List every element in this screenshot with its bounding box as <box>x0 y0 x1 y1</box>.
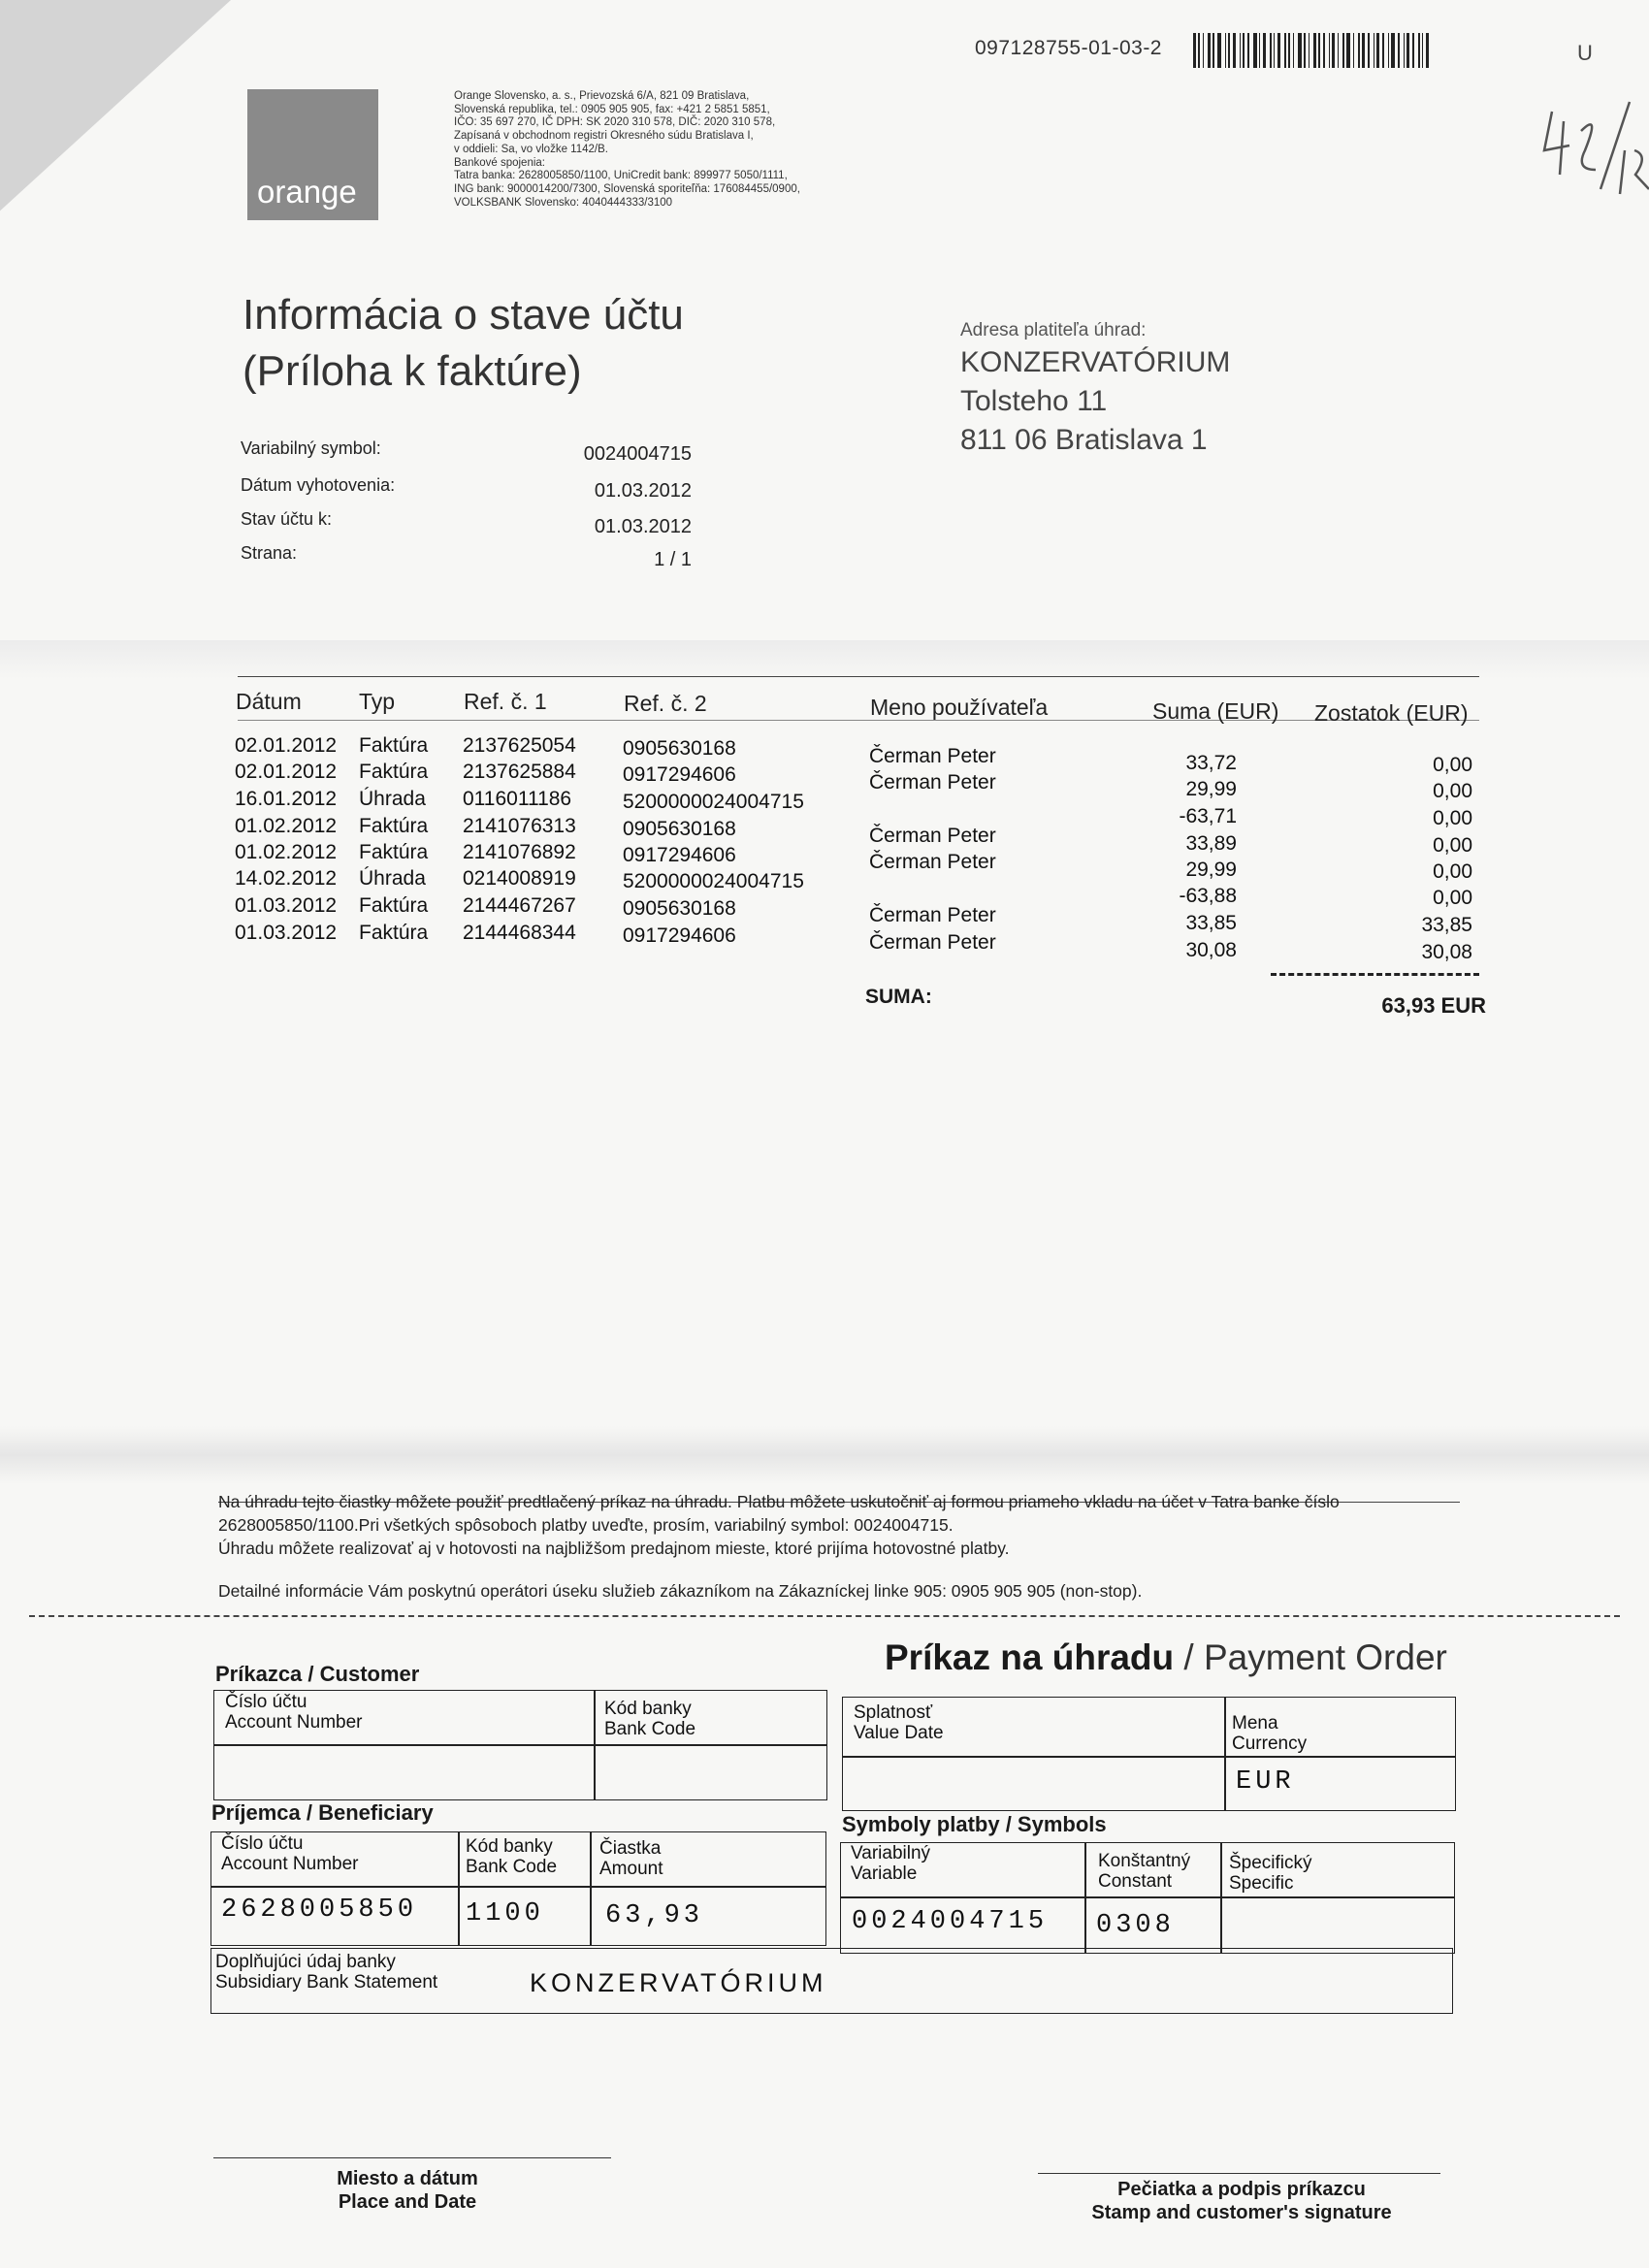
cell-date: 01.02.2012 <box>235 841 338 863</box>
cell-balance: 0,00 <box>1433 834 1472 857</box>
signature-label: Pečiatka a podpis príkazcu Stamp and customer's signature <box>1091 2179 1392 2223</box>
cell-ref1: 2141076313 <box>463 815 576 837</box>
col-user-header: Meno používateľa <box>870 695 1049 720</box>
barcode-bar <box>1304 33 1306 68</box>
barcode-bar <box>1225 33 1226 68</box>
col-ref2-header: Ref. č. 2 <box>624 691 707 716</box>
customer-account-label: Číslo účtu Account Number <box>225 1692 363 1733</box>
table-top-rule <box>238 676 1479 677</box>
company-info-line: VOLKSBANK Slovensko: 4040444333/3100 <box>454 196 673 209</box>
cell-date: 14.02.2012 <box>235 867 338 890</box>
barcode-bar <box>1208 33 1211 68</box>
balance-date-label: Stav účtu k: <box>241 509 333 529</box>
cell-date: 02.01.2012 <box>235 761 338 783</box>
sum-label: SUMA: <box>865 986 932 1008</box>
divider <box>1224 1697 1226 1811</box>
sum-value: 63,93 EUR <box>1381 993 1486 1018</box>
payment-order-title-sep: / <box>1174 1637 1204 1677</box>
barcode-bar <box>1313 33 1316 68</box>
col-ref1-header: Ref. č. 1 <box>464 689 547 714</box>
barcode-bar <box>1284 33 1286 68</box>
value-date-field[interactable] <box>844 1758 1222 1809</box>
barcode-bar <box>1240 33 1241 68</box>
currency-label: Mena Currency <box>1232 1713 1308 1754</box>
barcode-bar <box>1368 33 1370 68</box>
cell-ref1: 0214008919 <box>463 867 576 890</box>
value-date-label: Splatnosť Value Date <box>854 1702 944 1743</box>
barcode-bar <box>1253 33 1257 68</box>
cell-user: Čerman Peter <box>869 745 996 767</box>
company-info-line: IČO: 35 697 270, IČ DPH: SK 2020 310 578, DIČ: 2020 310 578, <box>454 116 776 129</box>
note-line: Detailné informácie Vám poskytnú operátori úseku služieb zákazníkom na Zákazníckej linke 905: 0905 905 905 (non-stop). <box>218 1581 1143 1601</box>
beneficiary-bank-code-value: 1100 <box>466 1899 544 1928</box>
cell-date: 01.03.2012 <box>235 922 338 944</box>
constant-symbol-label: Konštantný Constant <box>1098 1851 1191 1892</box>
cell-ref2: 5200000024004715 <box>623 870 804 892</box>
cell-type: Úhrada <box>359 788 426 810</box>
divider <box>590 1831 592 1946</box>
beneficiary-account-value: 2628005850 <box>221 1895 418 1925</box>
barcode-bar <box>1388 33 1389 68</box>
cell-balance: 0,00 <box>1433 807 1472 829</box>
cell-balance: 0,00 <box>1433 780 1472 802</box>
barcode-bar <box>1329 33 1330 68</box>
variable-symbol-label: Variabilný symbol: <box>241 438 381 458</box>
cell-user: Čerman Peter <box>869 851 996 873</box>
signature-line <box>1038 2173 1440 2174</box>
cell-ref2: 0905630168 <box>623 818 736 840</box>
barcode-bar <box>1247 33 1249 68</box>
beneficiary-bank-code-label: Kód banky Bank Code <box>466 1836 558 1877</box>
cell-balance: 30,08 <box>1421 941 1472 963</box>
barcode-bar <box>1217 33 1221 68</box>
currency-value: EUR <box>1236 1767 1295 1797</box>
variable-symbol-value: 0024004715 <box>583 443 692 465</box>
payment-order-title-bold: Príkaz na úhradu <box>885 1637 1175 1677</box>
barcode-bar <box>1418 33 1420 68</box>
issue-date-label: Dátum vyhotovenia: <box>241 475 396 495</box>
company-info-line: Tatra banka: 2628005850/1100, UniCredit bank: 899977 5050/1111, <box>454 170 788 182</box>
variable-symbol-field: 0024004715 <box>852 1907 1049 1936</box>
note-line: 2628005850/1100.Pri všetkých spôsoboch platby uveďte, prosím, variabilný symbol: 0024004715. <box>218 1515 954 1535</box>
barcode-bar <box>1398 33 1400 68</box>
cell-ref1: 2144467267 <box>463 894 576 917</box>
barcode-bar <box>1332 33 1335 68</box>
specific-symbol-label: Špecifický Specific <box>1229 1853 1312 1894</box>
beneficiary-heading: Príjemca / Beneficiary <box>211 1800 434 1825</box>
company-info-line: Slovenská republika, tel.: 0905 905 905, fax: +421 2 5851 5851, <box>454 103 770 115</box>
customer-heading: Príkazca / Customer <box>215 1662 420 1686</box>
cell-amount: 29,99 <box>1185 859 1237 881</box>
issue-date-value: 01.03.2012 <box>594 480 692 502</box>
subsidiary-value: KONZERVATÓRIUM <box>530 1968 827 1997</box>
logo-text: orange <box>257 174 357 210</box>
table-header-rule <box>238 720 1479 721</box>
beneficiary-account-label: Číslo účtu Account Number <box>221 1833 359 1874</box>
barcode-bar <box>1212 33 1214 68</box>
barcode-bar <box>1203 33 1204 68</box>
customer-bank-code-label: Kód banky Bank Code <box>604 1699 696 1739</box>
note-line: Na úhradu tejto čiastky môžete použiť predtlačený príkaz na úhradu. Platbu môžete uskutočniť aj formou priameho vkladu na účet v Tatra banke číslo <box>218 1492 1340 1511</box>
page-title: Informácia o stave účtu <box>242 291 684 339</box>
amount-value: 63,93 <box>605 1901 704 1930</box>
company-info-line: v oddieli: Sa, vo vložke 1142/B. <box>454 143 608 155</box>
page-value: 1 / 1 <box>654 549 692 570</box>
divider <box>458 1831 460 1946</box>
barcode-bar <box>1193 33 1196 68</box>
handwritten-note <box>1542 92 1649 199</box>
barcode-bar <box>1376 33 1379 68</box>
col-type-header: Typ <box>359 689 396 714</box>
barcode-bar <box>1358 33 1360 68</box>
cell-type: Faktúra <box>359 841 429 863</box>
cell-type: Faktúra <box>359 894 429 917</box>
payment-order-title-light: Payment Order <box>1203 1637 1447 1677</box>
cell-ref2: 0917294606 <box>623 924 736 947</box>
barcode-bar <box>1404 33 1405 68</box>
barcode-bar <box>1338 33 1339 68</box>
cell-ref1: 2137625054 <box>463 734 576 757</box>
cut-line <box>29 1615 1620 1617</box>
company-info-line: Bankové spojenia: <box>454 156 545 169</box>
barcode-bar <box>1298 33 1302 68</box>
place-date-label: Miesto a dátum Place and Date <box>337 2168 478 2213</box>
address-street: Tolsteho 11 <box>960 385 1108 417</box>
cell-type: Faktúra <box>359 761 429 783</box>
cell-user: Čerman Peter <box>869 931 996 954</box>
cell-ref2: 0917294606 <box>623 763 736 786</box>
place-date-line <box>213 2157 611 2158</box>
cell-ref2: 0917294606 <box>623 844 736 866</box>
cell-amount: 33,72 <box>1185 752 1237 774</box>
barcode-bar <box>1391 33 1395 68</box>
balance-date-value: 01.03.2012 <box>594 516 692 537</box>
company-info-line: Zapísaná v obchodnom registri Okresného súdu Bratislava I, <box>454 130 754 143</box>
cell-ref1: 2144468344 <box>463 922 576 944</box>
cell-ref1: 2137625884 <box>463 761 576 783</box>
cell-amount: 29,99 <box>1185 778 1237 800</box>
cell-date: 16.01.2012 <box>235 788 338 810</box>
col-amount-header: Suma (EUR) <box>1152 698 1279 724</box>
barcode-bar <box>1353 33 1354 68</box>
barcode-bar <box>1406 33 1409 68</box>
customer-account-field[interactable] <box>215 1746 592 1798</box>
note-line: Úhradu môžete realizovať aj v hotovosti na najbližšom predajnom mieste, ktoré prijíma hotovostné platby. <box>218 1539 1010 1558</box>
barcode-bar <box>1382 33 1384 68</box>
barcode-bar <box>1342 33 1344 68</box>
cell-balance: 33,85 <box>1421 914 1472 936</box>
company-info-line: ING bank: 9000014200/7300, Slovenská sporiteľňa: 176084455/0900, <box>454 182 800 195</box>
address-name: KONZERVATÓRIUM <box>960 346 1231 378</box>
barcode-bar <box>1318 33 1320 68</box>
corner-mark: U <box>1577 41 1593 65</box>
constant-symbol-field: 0308 <box>1096 1911 1175 1940</box>
cell-date: 01.02.2012 <box>235 815 338 837</box>
cell-date: 01.03.2012 <box>235 894 338 917</box>
barcode-bar <box>1228 33 1230 68</box>
barcode-bar <box>1233 33 1236 68</box>
barcode-bar <box>1259 33 1260 68</box>
cell-type: Faktúra <box>359 922 429 944</box>
cell-user: Čerman Peter <box>869 825 996 847</box>
divider <box>210 1886 826 1888</box>
barcode-bar <box>1277 33 1280 68</box>
cell-ref2: 5200000024004715 <box>623 791 804 813</box>
subsidiary-label: Doplňujúci údaj banky Subsidiary Bank Statement <box>215 1952 438 1993</box>
cell-ref2: 0905630168 <box>623 897 736 920</box>
cell-amount: 33,89 <box>1185 832 1237 855</box>
barcode-bar <box>1323 33 1325 68</box>
cell-balance: 0,00 <box>1433 887 1472 909</box>
barcode-bar <box>1198 33 1200 68</box>
cell-balance: 0,00 <box>1433 860 1472 883</box>
cell-type: Faktúra <box>359 734 429 757</box>
barcode-bar <box>1263 33 1266 68</box>
page-subtitle: (Príloha k faktúre) <box>242 347 582 395</box>
fold-shadow <box>0 640 1649 679</box>
barcode-bar <box>1362 33 1365 68</box>
cell-amount: 33,85 <box>1185 912 1237 934</box>
payment-order-title <box>885 1637 1447 1678</box>
cell-ref1: 0116011186 <box>463 788 572 810</box>
fold-shadow <box>0 1426 1649 1484</box>
cell-ref2: 0905630168 <box>623 737 736 760</box>
cell-user: Čerman Peter <box>869 771 996 794</box>
col-date-header: Dátum <box>236 689 302 714</box>
orange-logo <box>247 89 378 220</box>
barcode-bar <box>1422 33 1423 68</box>
variable-symbol-label: Variabilný Variable <box>851 1843 931 1884</box>
divider <box>1084 1842 1086 1954</box>
document-number: 097128755-01-03-2 <box>975 37 1162 59</box>
symbols-heading: Symboly platby / Symbols <box>842 1812 1107 1836</box>
cell-user: Čerman Peter <box>869 904 996 926</box>
barcode-bar <box>1270 33 1272 68</box>
barcode-bar <box>1412 33 1414 68</box>
cell-type: Úhrada <box>359 867 426 890</box>
col-balance-header: Zostatok (EUR) <box>1314 700 1469 726</box>
barcode-bar <box>1288 33 1290 68</box>
cell-type: Faktúra <box>359 815 429 837</box>
cell-amount: -63,71 <box>1179 805 1237 827</box>
barcode-bar <box>1243 33 1245 68</box>
company-info-line: Orange Slovensko, a. s., Prievozská 6/A, 821 09 Bratislava, <box>454 90 750 102</box>
barcode-bar <box>1293 33 1294 68</box>
cell-date: 02.01.2012 <box>235 734 338 757</box>
sum-separator <box>1271 973 1479 976</box>
barcode-bar <box>1309 33 1310 68</box>
cell-amount: -63,88 <box>1179 885 1237 907</box>
page-label: Strana: <box>241 543 298 563</box>
barcode-bar <box>1274 33 1275 68</box>
cell-amount: 30,08 <box>1185 939 1237 961</box>
barcode <box>1193 33 1535 68</box>
address-label: Adresa platiteľa úhrad: <box>960 320 1147 340</box>
customer-bank-code-field[interactable] <box>596 1746 825 1798</box>
amount-label: Čiastka Amount <box>599 1838 663 1879</box>
barcode-bar <box>1426 33 1429 68</box>
company-info <box>454 90 881 210</box>
cell-balance: 0,00 <box>1433 754 1472 776</box>
address-city: 811 06 Bratislava 1 <box>960 424 1208 456</box>
specific-symbol-field[interactable] <box>1222 1898 1453 1952</box>
barcode-bar <box>1346 33 1350 68</box>
cell-ref1: 2141076892 <box>463 841 576 863</box>
